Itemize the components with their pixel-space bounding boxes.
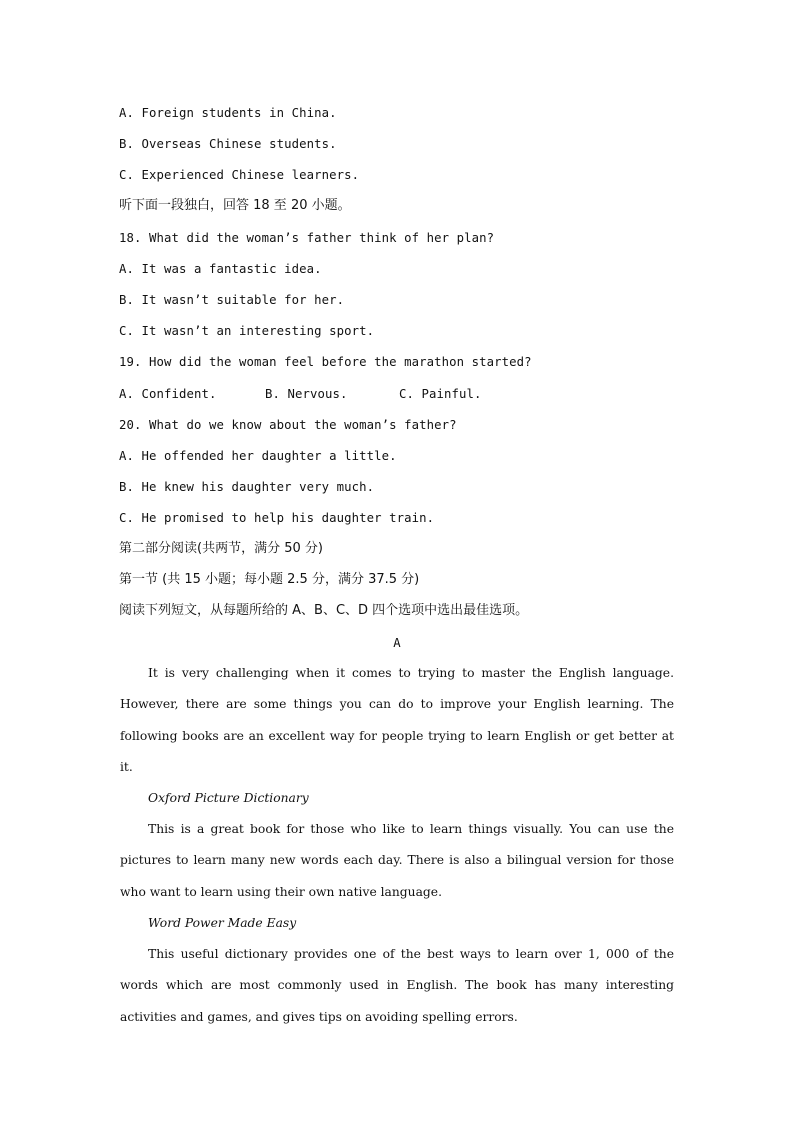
book-title-oxford: Oxford Picture Dictionary <box>148 791 309 805</box>
q18-question: 18. What did the woman’s father think of her plan? <box>119 231 495 245</box>
q17-option-a: A. Foreign students in China. <box>119 106 337 120</box>
q19-question: 19. How did the woman feel before the marathon started? <box>119 355 532 369</box>
q20-option-c: C. He promised to help his daughter train. <box>119 511 435 525</box>
q19-option-c: C. Painful. <box>399 387 482 401</box>
passage-label: A <box>393 636 401 650</box>
reading-instruction: 阅读下列短文，从每题所给的 A、B、C、D 四个选项中选出最佳选项。 <box>119 603 529 618</box>
q18-option-a: A. It was a fantastic idea. <box>119 262 322 276</box>
book-title-word-power: Word Power Made Easy <box>148 916 297 930</box>
q20-option-b: B. He knew his daughter very much. <box>119 480 375 494</box>
section1-heading: 第一节 (共 15 小题；每小题 2.5 分，满分 37.5 分) <box>119 572 420 587</box>
monologue-instruction: 听下面一段独白，回答 18 至 20 小题。 <box>119 198 351 213</box>
q20-question: 20. What do we know about the woman’s father? <box>119 418 457 432</box>
passage-intro: It is very challenging when it comes to trying to master the English language. However, there are some things you can do to improve your English learning. The following books are an excellent way for people trying to learn English or get better at it. <box>120 666 674 774</box>
q19-option-a: A. Confident. <box>119 387 217 401</box>
q18-option-b: B. It wasn’t suitable for her. <box>119 293 345 307</box>
q20-option-a: A. He offended her daughter a little. <box>119 449 397 463</box>
q17-option-b: B. Overseas Chinese students. <box>119 137 337 151</box>
q19-options-row <box>119 386 679 402</box>
q17-option-c: C. Experienced Chinese learners. <box>119 168 360 182</box>
q18-option-c: C. It wasn’t an interesting sport. <box>119 324 375 338</box>
part2-heading: 第二部分阅读(共两节，满分 50 分) <box>119 541 323 556</box>
book-description-oxford: This is a great book for those who like to learn things visually. You can use the pictures to learn many new words each day. There is also a bilingual version for those who want to learn using their own native language. <box>120 822 674 899</box>
book-description-word-power: This useful dictionary provides one of the best ways to learn over 1, 000 of the words which are most commonly used in English. The book has many interesting activities and games, and gives tips on avoiding spelling errors. <box>120 947 674 1024</box>
q19-option-b: B. Nervous. <box>265 387 348 401</box>
